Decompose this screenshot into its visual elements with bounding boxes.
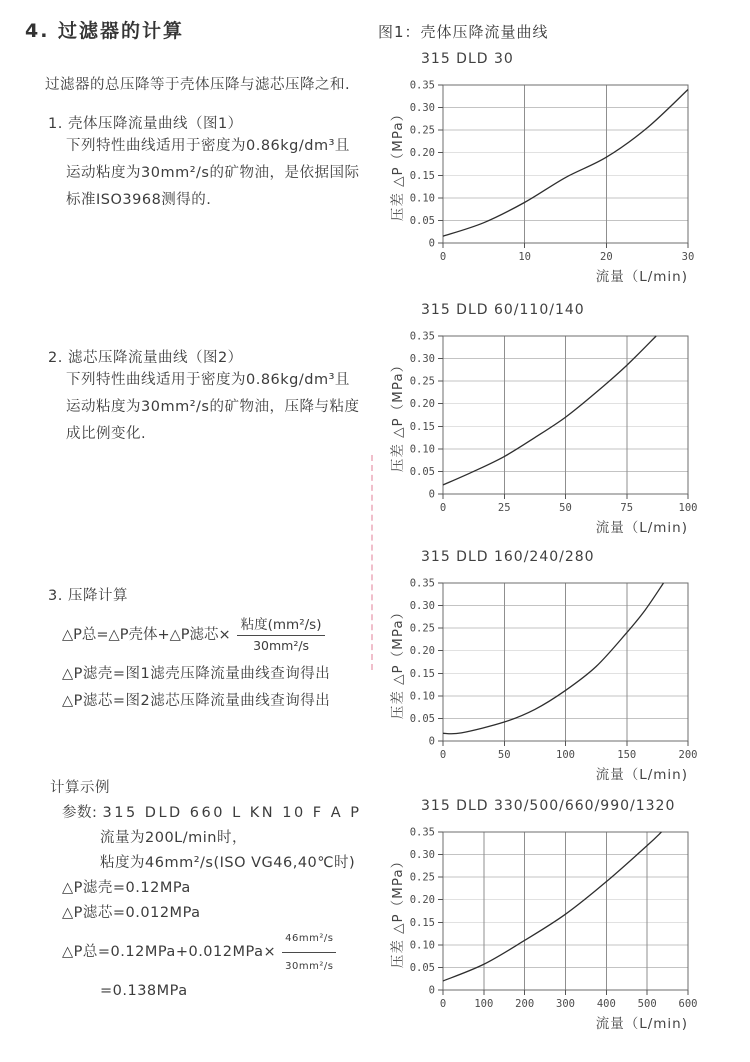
x-tick-label: 50: [497, 749, 511, 761]
formula-lhs: △P总=0.12MPa+0.012MPa×: [62, 944, 277, 960]
example-total-formula: [62, 926, 336, 979]
curve: [443, 90, 688, 237]
param-value: 315 DLD 660 L KN 10 F A P: [102, 805, 362, 821]
lookup-note-element: △P滤芯=图2滤芯压降流量曲线查询得出: [62, 693, 331, 709]
example-heading: 计算示例: [50, 780, 110, 796]
formula-fraction: [282, 926, 336, 979]
y-tick-label: 0.35: [409, 826, 435, 839]
fraction-numerator: 粘度(mm²/s): [237, 613, 326, 636]
y-tick-label: 0: [428, 237, 435, 250]
x-tick-label: 0: [439, 251, 447, 263]
x-tick-label: 600: [678, 998, 698, 1010]
section-text-line: 成比例变化.: [66, 426, 147, 442]
y-tick-label: 0.10: [409, 443, 435, 456]
x-axis-label: 流量（L/min): [595, 269, 688, 285]
y-tick-label: 0: [428, 488, 435, 501]
section-calculation: [48, 584, 330, 715]
y-tick-label: 0.20: [409, 147, 435, 160]
y-tick-label: 0.30: [409, 600, 435, 613]
lookup-note-housing: △P滤壳=图1滤壳压降流量曲线查询得出: [62, 666, 331, 682]
y-tick-label: 0.05: [409, 961, 435, 974]
y-axis-label: 压差 △P（MPa）: [390, 106, 406, 222]
y-tick-label: 0.05: [409, 465, 435, 478]
y-tick-label: 0: [428, 984, 435, 997]
chart-canvas: [378, 330, 723, 545]
plot-frame: [443, 85, 688, 243]
x-tick-label: 100: [556, 749, 575, 761]
x-tick-label: 0: [439, 749, 447, 761]
y-tick-label: 0.30: [409, 353, 435, 366]
total-pressure-formula: [62, 613, 325, 653]
chart-title: 315 DLD 60/110/140: [421, 302, 585, 318]
chart-canvas: [378, 577, 723, 792]
section-housing-curve: [48, 112, 359, 214]
y-tick-label: 0.35: [409, 79, 435, 92]
example-block: [50, 776, 362, 1004]
example-viscosity-line: 粘度为46mm²/s(ISO VG46,40℃时): [100, 855, 356, 871]
section-text-line: 下列特性曲线适用于密度为0.86kg/dm³且: [66, 372, 350, 388]
example-result-element: △P滤芯=0.012MPa: [62, 905, 201, 921]
section-element-curve: [48, 346, 359, 448]
x-tick-label: 500: [637, 998, 657, 1010]
example-result-housing: △P滤壳=0.12MPa: [62, 880, 191, 896]
param-label: 参数:: [62, 805, 98, 821]
formula-fraction: [237, 613, 326, 653]
y-tick-label: 0.35: [409, 330, 435, 343]
x-tick-label: 75: [620, 502, 634, 514]
chart-title: 315 DLD 160/240/280: [421, 549, 595, 565]
y-tick-label: 0.10: [409, 939, 435, 952]
section-text-line: 标准ISO3968测得的.: [66, 192, 212, 208]
y-tick-label: 0.25: [409, 871, 435, 884]
intro-paragraph: 过滤器的总压降等于壳体压降与滤芯压降之和.: [45, 77, 351, 93]
section-heading: 3. 压降计算: [48, 588, 128, 604]
section-text-line: 运动粘度为30mm²/s的矿物油，是依据国际: [66, 165, 360, 181]
x-tick-label: 100: [678, 502, 698, 514]
y-tick-label: 0: [428, 735, 435, 748]
y-tick-label: 0.35: [409, 577, 435, 590]
x-tick-label: 0: [439, 998, 447, 1010]
x-tick-label: 50: [559, 502, 572, 514]
y-tick-label: 0.10: [409, 192, 435, 205]
chart-canvas: [378, 826, 723, 1041]
x-axis-label: 流量（L/min): [595, 520, 688, 536]
y-axis-label: 压差 △P（MPa）: [390, 357, 406, 473]
fraction-numerator: 46mm²/s: [282, 926, 336, 953]
y-tick-label: 0.20: [409, 645, 435, 658]
chart-title: 315 DLD 30: [421, 51, 514, 67]
example-total-result: =0.138MPa: [100, 983, 188, 999]
y-axis-label: 压差 △P（MPa）: [390, 604, 406, 720]
x-tick-label: 100: [474, 998, 494, 1010]
x-tick-label: 10: [518, 251, 531, 263]
chart-canvas: [378, 79, 723, 294]
y-tick-label: 0.25: [409, 124, 435, 137]
x-axis-label: 流量（L/min): [595, 1016, 688, 1032]
x-tick-label: 0: [439, 502, 447, 514]
page-title: 4. 过滤器的计算: [25, 20, 185, 42]
example-param-line: [62, 801, 362, 826]
section-heading: 1. 壳体压降流量曲线（图1）: [48, 116, 243, 132]
y-tick-label: 0.20: [409, 398, 435, 411]
section-text-line: 运动粘度为30mm²/s的矿物油，压降与粘度: [66, 399, 360, 415]
x-tick-label: 200: [515, 998, 535, 1010]
fraction-denominator: 30mm²/s: [285, 961, 334, 972]
chart-315-dld-60-110-140: [378, 302, 723, 545]
y-tick-label: 0.05: [409, 214, 435, 227]
watermark-artifact: [371, 455, 373, 670]
x-tick-label: 25: [497, 502, 511, 514]
x-tick-label: 150: [617, 749, 637, 761]
section-heading: 2. 滤芯压降流量曲线（图2）: [48, 350, 243, 366]
chart-title: 315 DLD 330/500/660/990/1320: [421, 798, 676, 814]
y-tick-label: 0.25: [409, 375, 435, 388]
y-tick-label: 0.15: [409, 667, 435, 680]
y-tick-label: 0.15: [409, 169, 435, 182]
y-tick-label: 0.30: [409, 849, 435, 862]
fraction-denominator: 30mm²/s: [253, 638, 310, 653]
y-tick-label: 0.05: [409, 712, 435, 725]
formula-lhs: △P总=△P壳体+△P滤芯×: [62, 626, 231, 643]
x-tick-label: 20: [600, 251, 613, 263]
x-tick-label: 30: [681, 251, 695, 263]
y-tick-label: 0.15: [409, 420, 435, 433]
x-tick-label: 400: [596, 998, 616, 1010]
section-text-line: 下列特性曲线适用于密度为0.86kg/dm³且: [66, 138, 350, 154]
figure-header: 图1：壳体压降流量曲线: [378, 23, 549, 41]
x-tick-label: 200: [678, 749, 698, 761]
x-tick-label: 300: [556, 998, 575, 1010]
chart-315-dld-330-500-660-990-1320: [378, 798, 723, 1041]
y-tick-label: 0.30: [409, 102, 435, 115]
y-tick-label: 0.20: [409, 894, 435, 907]
chart-315-dld-30: [378, 51, 723, 294]
y-tick-label: 0.25: [409, 622, 435, 635]
y-tick-label: 0.10: [409, 690, 435, 703]
y-axis-label: 压差 △P（MPa）: [390, 853, 406, 969]
x-axis-label: 流量（L/min): [595, 767, 688, 783]
y-tick-label: 0.15: [409, 916, 435, 929]
chart-315-dld-160-240-280: [378, 549, 723, 792]
example-flow-line: 流量为200L/min时，: [100, 830, 247, 846]
